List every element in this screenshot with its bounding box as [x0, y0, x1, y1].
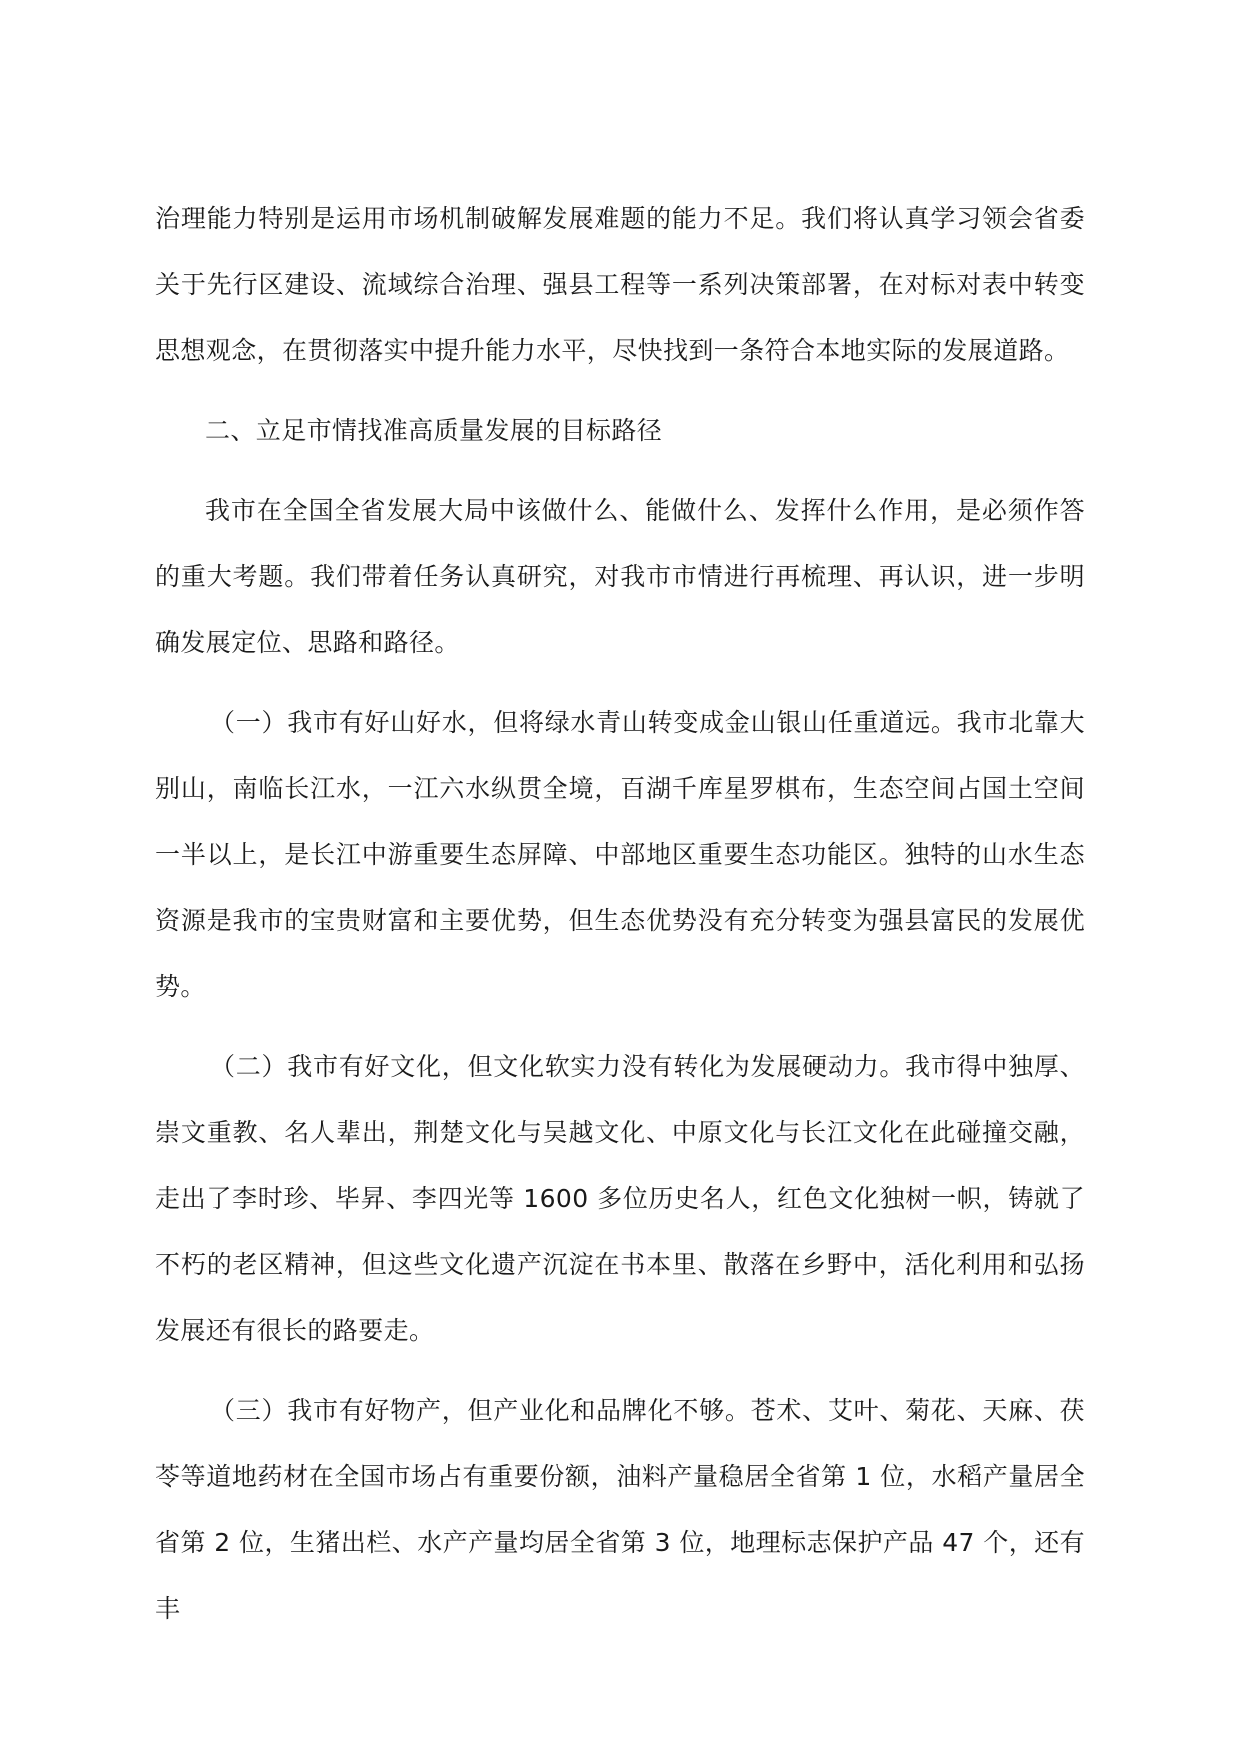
paragraph-point-1: （一）我市有好山好水，但将绿水青山转变成金山银山任重道远。我市北靠大别山，南临长江水，一江六水纵贯全境，百湖千库星罗棋布，生态空间占国土空间一半以上，是长江中游重要生态屏障、中部地区重要生态功能区。独特的山水生态资源是我市的宝贵财富和主要优势，但生态优势没有充分转变为强县富民的发展优势。 — [155, 708, 1085, 1001]
paragraph-continuation: 治理能力特别是运用市场机制破解发展难题的能力不足。我们将认真学习领会省委关于先行区建设、流域综合治理、强县工程等一系列决策部署，在对标对表中转变思想观念，在贯彻落实中提升能力水平，尽快找到一条符合本地实际的发展道路。 — [155, 204, 1085, 365]
document-body — [155, 186, 1085, 1656]
section-heading: 二、立足市情找准高质量发展的目标路径 — [205, 416, 663, 445]
paragraph-intro: 我市在全国全省发展大局中该做什么、能做什么、发挥什么作用，是必须作答的重大考题。我们带着任务认真研究，对我市市情进行再梳理、再认识，进一步明确发展定位、思路和路径。 — [155, 496, 1085, 657]
paragraph-point-2: （二）我市有好文化，但文化软实力没有转化为发展硬动力。我市得中独厚、崇文重教、名人辈出，荆楚文化与吴越文化、中原文化与长江文化在此碰撞交融，走出了李时珍、毕昇、李四光等 1600 多位历史名人，红色文化独树一帜，铸就了不朽的老区精神，但这些文化遗产沉淀在书本里、散落在乡野中，活化利用和弘扬发展还有很长的路要走。 — [155, 1052, 1085, 1345]
paragraph-point-3: （三）我市有好物产，但产业化和品牌化不够。苍术、艾叶、菊花、天麻、茯苓等道地药材在全国市场占有重要份额，油料产量稳居全省第 1 位，水稻产量居全省第 2 位，生猪出栏、水产产量均居全省第 3 位，地理标志保护产品 47 个，还有丰 — [155, 1396, 1085, 1623]
